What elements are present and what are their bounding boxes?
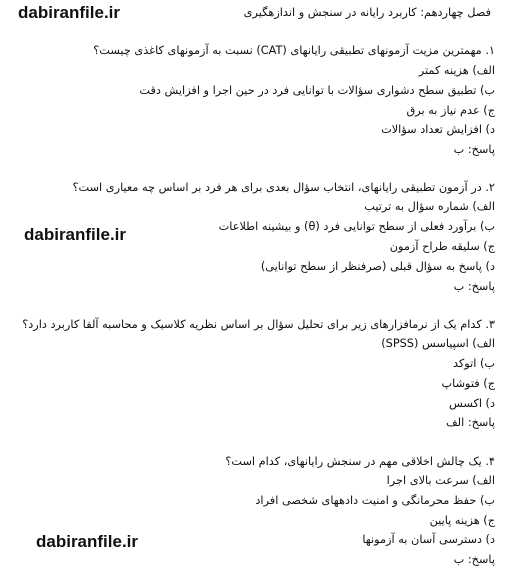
question-3-option-b: ب) اتوکد <box>452 357 495 370</box>
watermark-bottom: dabiranfile.ir <box>36 532 139 551</box>
question-4-option-a: الف) سرعت بالای اجرا <box>386 474 495 487</box>
question-4-option-b: ب) حفظ محرمانگی و امنیت دادههای شخصی افراد <box>255 494 495 507</box>
question-3-option-d: د) اکسس <box>448 397 495 410</box>
question-1-option-d: د) افزایش تعداد سؤالات <box>381 123 495 136</box>
question-2-option-c: ج) سلیقه طراح آزمون <box>389 240 495 253</box>
question-3-text: ۳. کدام یک از نرمافزارهای زیر برای تحلیل سؤال بر اساس نظریه کلاسیک و محاسبه آلفا کاربرد دارد؟ <box>22 318 495 331</box>
question-4-option-c: ج) هزینه پایین <box>429 514 495 527</box>
question-2-option-b: ب) برآورد فعلی از سطح توانایی فرد (θ) و بیشینه اطلاعات <box>218 220 495 233</box>
question-2-text: ۲. در آزمون تطبیقی رایانهای، انتخاب سؤال بعدی برای هر فرد بر اساس چه معیاری است؟ <box>72 181 495 194</box>
question-1-text: ۱. مهمترین مزیت آزمونهای تطبیقی رایانهای (CAT) نسبت به آزمونهای کاغذی چیست؟ <box>93 44 495 57</box>
question-4-answer: پاسخ: ب <box>453 553 495 566</box>
question-1-option-c: ج) عدم نیاز به برق <box>406 104 495 117</box>
chapter-title: فصل چهاردهم: کاربرد رایانه در سنجش و اندازهگیری <box>243 6 491 19</box>
question-4-text: ۴. یک چالش اخلاقی مهم در سنجش رایانهای، کدام است؟ <box>225 455 495 468</box>
question-2-option-a: الف) شماره سؤال به ترتیب <box>364 200 495 213</box>
question-4-option-d: د) دسترسی آسان به آزمونها <box>362 533 495 546</box>
question-3-option-a: الف) اسپیاسس (SPSS) <box>381 337 495 350</box>
watermark-middle: dabiranfile.ir <box>24 225 127 244</box>
question-1-option-b: ب) تطبیق سطح دشواری سؤالات با توانایی فرد در حین اجرا و افزایش دقت <box>139 84 495 97</box>
question-2-answer: پاسخ: ب <box>453 280 495 293</box>
question-1-option-a: الف) هزینه کمتر <box>418 64 495 77</box>
question-2-option-d: د) پاسخ به سؤال قبلی (صرفنظر از سطح توانایی) <box>260 260 495 273</box>
question-3-answer: پاسخ: الف <box>445 416 495 429</box>
watermark-top: dabiranfile.ir <box>18 3 121 22</box>
question-3-option-c: ج) فتوشاپ <box>441 377 495 390</box>
question-1-answer: پاسخ: ب <box>453 143 495 156</box>
